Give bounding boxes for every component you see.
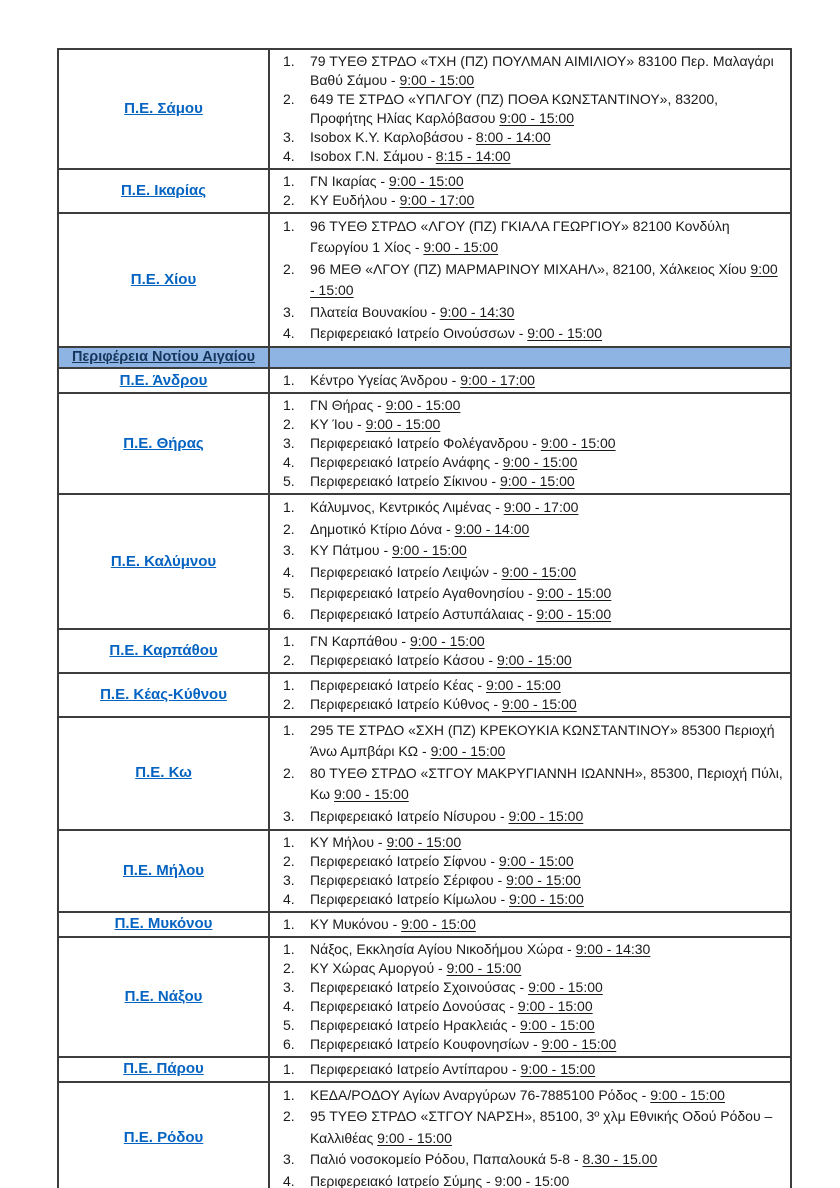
location-hours: 9:00 - 15:00 (392, 542, 467, 559)
location-hours: 9:00 - 15:00 (506, 871, 581, 888)
locations-list (270, 172, 784, 210)
locations-cell (269, 1082, 791, 1188)
list-item (270, 472, 784, 491)
list-item (270, 1085, 784, 1106)
list-item (270, 1060, 784, 1079)
location-hours: 9:00 - 15:00 (519, 1016, 595, 1033)
location-text: 80 ΤΥΕΘ ΣΤΡΔΟ «ΣΤΓΟΥ ΜΑΚΡΥΓΙΑΝΝΗ ΙΩΑΝΝΗ», 85300, Περιοχή Πύλι, Κω (310, 764, 783, 803)
locations-list (270, 720, 784, 827)
list-item (270, 583, 784, 604)
locations-list (270, 216, 784, 344)
location-hours: 9:00 - 14:00 (454, 520, 530, 537)
location-hours: 9:00 - 15:00 (423, 239, 499, 256)
location-text: Περιφερειακό Ιατρείο Κίμωλου - (310, 890, 510, 907)
locations-cell (269, 494, 791, 628)
location-text: ΓΝ Ικαρίας - (310, 173, 389, 189)
locations-cell (269, 912, 791, 937)
list-item (270, 978, 784, 997)
list-item (270, 453, 784, 472)
location-text: Πλατεία Βουνακίου - (310, 303, 440, 320)
location-text: Isobox Κ.Υ. Καρλοβάσου - (310, 129, 476, 145)
location-text: 649 ΤΕ ΣΤΡΔΟ «ΥΠΛΓΟΥ (ΠΖ) ΠΟΘΑ ΚΩΝΣΤΑΝΤΙΝΟΥ», 83200, Προφήτης Ηλίας Καρλόβασου (310, 91, 719, 126)
list-item (270, 806, 784, 827)
region-link-pe-androu[interactable]: Π.Ε. Άνδρου (119, 371, 208, 389)
list-item (270, 434, 784, 453)
list-item (270, 562, 784, 583)
location-text: Περιφερειακό Ιατρείο Αγαθονησίου - (310, 585, 537, 602)
list-item (270, 763, 784, 806)
table-row (58, 393, 791, 494)
location-hours: 9:00 - 15:00 (498, 852, 574, 869)
location-text: Περιφερειακό Ιατρείο Σχοινούσας - (310, 978, 529, 995)
location-text: Δημοτικό Κτίριο Δόνα - (310, 520, 455, 537)
location-hours: 9:00 - 15:00 (527, 325, 602, 342)
list-item (270, 890, 784, 909)
location-text: 295 ΤΕ ΣΤΡΔΟ «ΣΧΗ (ΠΖ) ΚΡΕΚΟΥΚΙΑ ΚΩΝΣΤΑΝΤΙΝΟΥ» 85300 Περιοχή Άνω Αμπβάρι ΚΩ - (310, 721, 775, 760)
region-link-pe-kalymnou[interactable]: Π.Ε. Καλύμνου (110, 552, 217, 570)
list-item (270, 323, 784, 344)
table-row (58, 912, 791, 937)
region-cell (58, 1057, 269, 1082)
location-text: ΚΥ Μυκόνου - (310, 915, 402, 932)
region-cell (58, 912, 269, 937)
location-hours: 9:00 - 15:00 (499, 110, 575, 126)
location-text: Περιφερειακό Ιατρείο Σίφνου - (310, 852, 499, 869)
location-text: Περιφερειακό Ιατρείο Σίκινου - (310, 473, 500, 490)
region-link-pe-karpathou[interactable]: Π.Ε. Καρπάθου (109, 641, 218, 659)
locations-list (270, 52, 784, 166)
list-item (270, 371, 784, 390)
location-text: Isobox Γ.Ν. Σάμου - (310, 148, 436, 164)
locations-cell (269, 213, 791, 347)
table-row (58, 213, 791, 347)
table-row (58, 673, 791, 717)
region-link-pe-mykonou[interactable]: Π.Ε. Μυκόνου (114, 915, 213, 933)
location-hours: 9:00 - 17:00 (503, 499, 579, 516)
location-text: Περιφερειακό Ιατρείο Νίσυρου - (310, 807, 509, 824)
locations-list (270, 676, 784, 714)
locations-cell (269, 717, 791, 830)
location-text: Περιφερειακό Ιατρείο Σέριφου - (310, 871, 507, 888)
list-item (270, 497, 784, 518)
location-hours: 9:00 - 15:00 (386, 833, 462, 850)
list-item (270, 651, 784, 670)
location-text: ΚΥ Μήλου - (310, 833, 387, 850)
location-hours: 9:00 - 15:00 (401, 915, 476, 932)
region-cell (58, 393, 269, 494)
location-hours: 9:00 - 15:00 (501, 695, 577, 712)
list-item (270, 676, 784, 695)
location-hours: 8:00 - 14:00 (475, 129, 551, 145)
section-header-row (58, 347, 791, 368)
location-text: Κάλυμνος, Κεντρικός Λιμένας - (310, 499, 504, 516)
table-row (58, 629, 791, 673)
region-link-pe-parou[interactable]: Π.Ε. Πάρου (123, 1060, 204, 1078)
list-item (270, 997, 784, 1016)
location-hours: 9:00 - 15:00 (501, 563, 577, 580)
location-text: 96 ΜΕΘ «ΛΓΟΥ (ΠΖ) ΜΑΡΜΑΡΙΝΟΥ ΜΙΧΑΗΛ», 82100, Χάλκειος Χίου (310, 260, 751, 277)
table-row (58, 49, 791, 169)
location-text: 95 ΤΥΕΘ ΣΤΡΔΟ «ΣΤΓΟΥ ΝΑΡΣΗ», 85100, 3º χλμ Εθνικής Οδού Ρόδου – Καλλιθέας (310, 1108, 773, 1146)
location-text: ΓΝ Θήρας - (310, 397, 386, 414)
table-row (58, 937, 791, 1057)
region-cell (58, 717, 269, 830)
region-cell (58, 629, 269, 673)
region-link-pe-keas-kythnou[interactable]: Π.Ε. Κέας-Κύθνου (100, 685, 227, 703)
location-hours: 9:00 - 15:00 (496, 651, 572, 668)
location-hours: 9:00 - 15:00 (430, 743, 506, 760)
list-item (270, 1016, 784, 1035)
location-text: Παλιό νοσοκομείο Ρόδου, Παπαλουκά 5-8 - (310, 1151, 583, 1168)
location-text: ΚΥ Χώρας Αμοργού - (310, 959, 447, 976)
list-item (270, 302, 784, 323)
list-item (270, 90, 784, 128)
location-hours: 9:00 - 17:00 (460, 372, 535, 389)
location-text: Περιφερειακό Ιατρείο Ηρακλειάς - (310, 1016, 520, 1033)
table-row (58, 717, 791, 830)
table-row (58, 1057, 791, 1082)
locations-list (270, 371, 784, 390)
region-cell (58, 213, 269, 347)
location-hours: 9:00 - 15:00 (536, 585, 612, 602)
region-link-pe-thiras[interactable]: Π.Ε. Θήρας (123, 434, 204, 452)
location-hours: 9:00 - 15:00 (499, 473, 575, 490)
locations-list (270, 940, 784, 1054)
location-hours: 9:00 - 15:00 (509, 890, 584, 907)
region-cell (58, 494, 269, 628)
region-link-pe-samou[interactable]: Π.Ε. Σάμου (124, 100, 203, 117)
location-text: Περιφερειακό Ιατρείο Σύμης - (310, 1172, 495, 1188)
location-hours: 9:00 - 15:00 (502, 454, 578, 471)
list-item (270, 959, 784, 978)
list-item (270, 172, 784, 191)
region-link-pe-naxou[interactable]: Π.Ε. Νάξου (124, 987, 203, 1005)
list-item (270, 519, 784, 540)
list-item (270, 695, 784, 714)
location-text: Κέντρο Υγείας Άνδρου - (310, 372, 461, 389)
location-text: 96 ΤΥΕΘ ΣΤΡΔΟ «ΛΓΟΥ (ΠΖ) ΓΚΙΑΛΑ ΓΕΩΡΓΙΟΥ» 82100 Κονδύλη Γεωργίου 1 Χίος - (310, 218, 730, 256)
table-row (58, 169, 791, 213)
region-link-pe-ikarias[interactable]: Π.Ε. Ικαρίας (120, 182, 207, 199)
location-hours: 9:00 - 15:00 (334, 786, 409, 803)
list-item (270, 415, 784, 434)
list-item (270, 128, 784, 147)
list-item (270, 147, 784, 166)
list-item (270, 216, 784, 259)
location-hours: 9:00 - 15:00 (541, 1035, 617, 1052)
region-cell (58, 830, 269, 912)
locations-list (270, 632, 784, 670)
location-hours: 9:00 - 15:00 (508, 807, 584, 824)
location-text: Περιφερειακό Ιατρείο Ανάφης - (310, 454, 503, 471)
region-cell (58, 1082, 269, 1188)
region-link-pe-ko[interactable]: Π.Ε. Κω (135, 764, 192, 782)
list-item (270, 396, 784, 415)
location-text: Νάξος, Εκκλησία Αγίου Νικοδήμου Χώρα - (310, 940, 576, 957)
list-item (270, 1035, 784, 1054)
locations-cell (269, 49, 791, 169)
list-item (270, 540, 784, 561)
location-text: Περιφερειακό Ιατρείο Κέας - (310, 676, 487, 693)
list-item (270, 915, 784, 934)
location-text: Περιφερειακό Ιατρείο Δονούσας - (310, 997, 518, 1014)
locations-list (270, 833, 784, 909)
region-cell (58, 49, 269, 169)
location-hours: 9:00 - 15:00 (388, 173, 464, 189)
region-link-pe-rodou[interactable]: Π.Ε. Ρόδου (123, 1129, 204, 1147)
list-item (270, 720, 784, 763)
table-row (58, 830, 791, 912)
list-item (270, 852, 784, 871)
location-text: Περιφερειακό Ιατρείο Φολέγανδρου - (310, 435, 541, 452)
location-text: 79 ΤΥΕΘ ΣΤΡΔΟ «ΤΧΗ (ΠΖ) ΠΟΥΛΜΑΝ ΑΙΜΙΛΙΟΥ» 83100 Περ. Μαλαγάρι Βαθύ Σάμου - (310, 53, 774, 88)
list-item (270, 52, 784, 90)
region-cell (58, 368, 269, 393)
location-text: Περιφερειακό Ιατρείο Κύθνος - (310, 695, 502, 712)
location-hours: 9:00 - 15:00 (446, 959, 522, 976)
location-text: Περιφερειακό Ιατρείο Κουφονησίων - (310, 1035, 542, 1052)
list-item (270, 1171, 784, 1188)
table-row (58, 368, 791, 393)
list-item (270, 1106, 784, 1149)
location-hours: 9:00 - 15:00 (365, 416, 441, 433)
locations-list (270, 1060, 784, 1079)
list-item (270, 604, 784, 625)
locations-cell (269, 629, 791, 673)
location-text: Περιφερειακό Ιατρείο Αντίπαρου - (310, 1060, 521, 1077)
location-text: Περιφερειακό Ιατρείο Οινούσσων - (310, 325, 528, 342)
location-hours: 9:00 - 15:00 (540, 435, 616, 452)
location-hours: 9:00 - 14:30 (439, 303, 515, 320)
list-item (270, 259, 784, 302)
locations-cell (269, 673, 791, 717)
table-row (58, 494, 791, 628)
location-text: ΓΝ Καρπάθου - (310, 632, 410, 649)
locations-cell (269, 1057, 791, 1082)
location-hours: 8.30 - 15.00 (582, 1151, 658, 1168)
location-hours: 9:00 - 17:00 (399, 192, 475, 208)
section-header-cell (58, 347, 269, 368)
location-hours: 9:00 - 15:00 (517, 997, 593, 1014)
section-header-label: Περιφέρεια Νοτίου Αιγαίου (71, 349, 256, 366)
locations-cell (269, 937, 791, 1057)
location-hours: 9:00 - 15:00 (528, 978, 603, 995)
location-hours: 9:00 - 15:00 (650, 1086, 725, 1103)
location-hours: 9:00 - 15:00 (310, 260, 778, 299)
locations-list (270, 1085, 784, 1188)
location-text: Περιφερειακό Ιατρείο Κάσου - (310, 651, 497, 668)
location-hours: 8:15 - 14:00 (435, 148, 511, 164)
location-hours: 9:00 - 15:00 (409, 632, 485, 649)
list-item (270, 833, 784, 852)
locations-list (270, 396, 784, 491)
location-text: ΚΕΔΑ/ΡΟΔΟΥ Αγίων Αναργύρων 76-7885100 Ρόδος - (310, 1086, 651, 1103)
locations-cell (269, 830, 791, 912)
table-row (58, 1082, 791, 1188)
region-link-pe-chiou[interactable]: Π.Ε. Χίου (130, 271, 197, 289)
locations-cell (269, 368, 791, 393)
location-text: ΚΥ Ίου - (310, 416, 366, 433)
list-item (270, 1149, 784, 1170)
list-item (270, 632, 784, 651)
location-hours: 9:00 - 15:00 (377, 1129, 452, 1146)
list-item (270, 191, 784, 210)
location-hours: 9:00 - 15:00 (494, 1172, 570, 1188)
location-hours: 9:00 - 14:30 (575, 940, 651, 957)
region-cell (58, 169, 269, 213)
list-item (270, 940, 784, 959)
location-text: ΚΥ Πάτμου - (310, 542, 392, 559)
location-hours: 9:00 - 15:00 (520, 1060, 596, 1077)
location-hours: 9:00 - 15:00 (399, 72, 475, 88)
locations-list (270, 915, 784, 934)
locations-list (270, 497, 784, 625)
location-text: Περιφερειακό Ιατρείο Αστυπάλαιας - (310, 606, 537, 623)
location-text: ΚΥ Ευδήλου - (310, 192, 400, 208)
section-header-empty-cell (269, 347, 791, 368)
location-hours: 9:00 - 15:00 (385, 397, 461, 414)
region-cell (58, 937, 269, 1057)
region-cell (58, 673, 269, 717)
list-item (270, 871, 784, 890)
location-text: Περιφερειακό Ιατρείο Λειψών - (310, 563, 502, 580)
location-hours: 9:00 - 15:00 (536, 606, 612, 623)
vaccination-points-table (57, 48, 792, 1188)
region-link-pe-milou[interactable]: Π.Ε. Μήλου (122, 861, 205, 879)
locations-cell (269, 169, 791, 213)
locations-cell (269, 393, 791, 494)
location-hours: 9:00 - 15:00 (486, 676, 561, 693)
